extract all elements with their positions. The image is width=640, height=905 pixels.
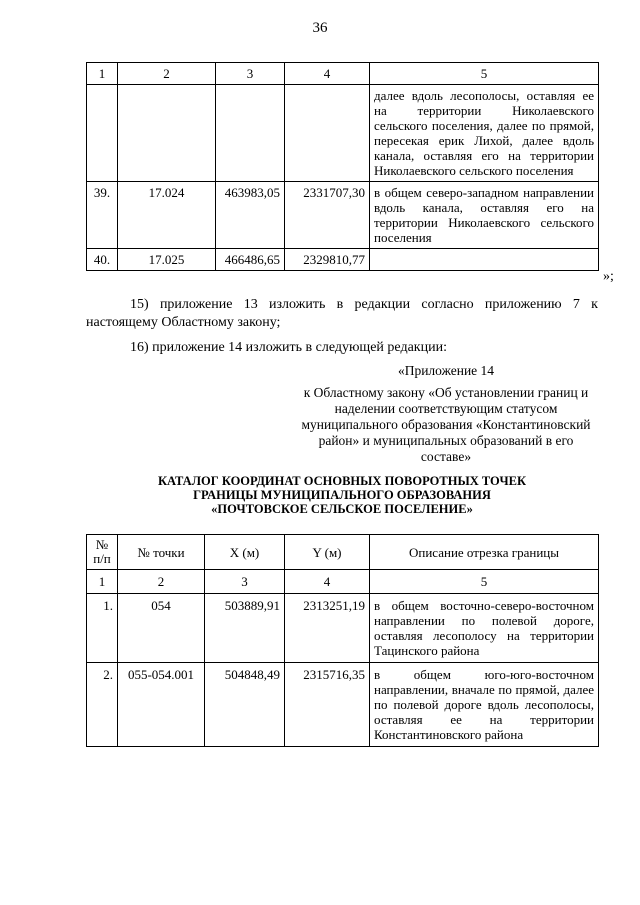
- row-number: 39.: [87, 182, 118, 249]
- table-header-row: [87, 63, 599, 85]
- paragraph-15: 15) приложение 13 изложить в редакции согласно приложению 7 к настоящему Областному закону;: [86, 297, 598, 330]
- header-point-number: № точки: [118, 535, 205, 570]
- point-number: [118, 85, 216, 182]
- table-row: [87, 594, 599, 663]
- header-x: X (м): [205, 535, 285, 570]
- catalog-title-line-3: «ПОЧТОВСКОЕ СЕЛЬСКОЕ ПОСЕЛЕНИЕ»: [211, 502, 473, 516]
- y-coordinate: 2315716,35: [285, 663, 370, 747]
- catalog-table: [86, 534, 599, 747]
- catalog-title-line-1: КАТАЛОГ КООРДИНАТ ОСНОВНЫХ ПОВОРОТНЫХ ТОЧЕК: [157, 474, 527, 488]
- y-coordinate: 2313251,19: [285, 594, 370, 663]
- table-row: [87, 85, 599, 182]
- x-coordinate: 466486,65: [216, 249, 285, 271]
- point-number: 17.024: [118, 182, 216, 249]
- point-number: 054: [118, 594, 205, 663]
- header-y: Y (м): [285, 535, 370, 570]
- point-number: 055-054.001: [118, 663, 205, 747]
- numbering-cell: 2: [118, 570, 205, 594]
- numbering-cell: 1: [87, 570, 118, 594]
- segment-description: в общем юго-юго-восточном направлении, вначале по прямой, далее по полевой дороге вдоль лесополосы, оставляя ее на территории Константиновского района: [370, 663, 599, 747]
- segment-description: далее вдоль лесополосы, оставляя ее на территории Николаевского сельского поселения, далее по прямой, пересекая ерик Лихой, далее вдоль канала, оставляя его на территории Николаевского сельского поселения: [370, 85, 599, 182]
- header-cell: 2: [118, 63, 216, 85]
- header-cell: 4: [285, 63, 370, 85]
- table-row: [87, 182, 599, 249]
- continuation-table: [86, 62, 599, 271]
- page-number: 36: [312, 20, 328, 36]
- segment-description: в общем восточно-северо-восточном направлении по полевой дороге, оставляя лесополосу на территории Тацинского района: [370, 594, 599, 663]
- numbering-cell: 3: [205, 570, 285, 594]
- appendix-heading: «Приложение 14: [397, 363, 495, 378]
- header-row-number: № п/п: [87, 535, 118, 570]
- y-coordinate: 2331707,30: [285, 182, 370, 249]
- table-row: [87, 249, 599, 271]
- row-number: [87, 85, 118, 182]
- numbering-cell: 4: [285, 570, 370, 594]
- segment-description: в общем северо-западном направлении вдоль канала, оставляя его на территории Николаевского сельского поселения: [370, 182, 599, 249]
- table-row: [87, 663, 599, 747]
- paragraph-16: 16) приложение 14 изложить в следующей редакции:: [130, 340, 447, 355]
- header-cell: 5: [370, 63, 599, 85]
- x-coordinate: 463983,05: [216, 182, 285, 249]
- row-number: 1.: [87, 594, 118, 663]
- header-description: Описание отрезка границы: [370, 535, 599, 570]
- table-numbering-row: [87, 570, 599, 594]
- row-number: 40.: [87, 249, 118, 271]
- closing-quote: »;: [603, 269, 614, 284]
- y-coordinate: [285, 85, 370, 182]
- y-coordinate: 2329810,77: [285, 249, 370, 271]
- header-cell: 1: [87, 63, 118, 85]
- header-cell: 3: [216, 63, 285, 85]
- x-coordinate: 503889,91: [205, 594, 285, 663]
- catalog-title-line-2: ГРАНИЦЫ МУНИЦИПАЛЬНОГО ОБРАЗОВАНИЯ: [193, 488, 491, 502]
- x-coordinate: [216, 85, 285, 182]
- x-coordinate: 504848,49: [205, 663, 285, 747]
- appendix-caption: к Областному закону «Об установлении границ и наделении соответствующим статусом муниципального образования «Константиновский район» и муниципальных образований в его составе»: [301, 385, 591, 464]
- table-header-row: [87, 535, 599, 570]
- point-number: 17.025: [118, 249, 216, 271]
- row-number: 2.: [87, 663, 118, 747]
- numbering-cell: 5: [370, 570, 599, 594]
- segment-description: [370, 249, 599, 271]
